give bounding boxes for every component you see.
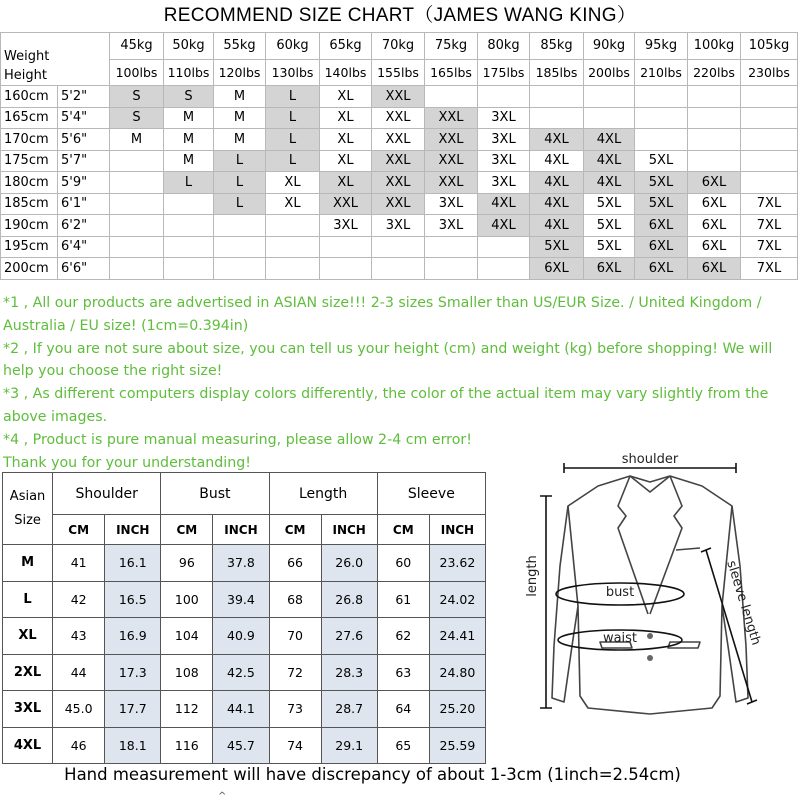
size-cell: [478, 258, 530, 280]
size-cell: 7XL: [741, 215, 798, 237]
size-cell: 6XL: [688, 193, 741, 215]
size-cell: M: [110, 129, 164, 151]
cm-value-cell: 64: [377, 691, 429, 728]
inch-value-cell: 17.7: [105, 691, 161, 728]
size-cell: [320, 236, 372, 258]
size-cell: [635, 107, 688, 129]
size-cell: 4XL: [478, 215, 530, 237]
weight-lbs-cell: 165lbs: [425, 59, 478, 86]
asian-size-header: Asian Size: [3, 473, 53, 545]
size-cell: 4XL: [530, 193, 584, 215]
size-cell: [688, 86, 741, 108]
weight-kg-cell: 60kg: [266, 33, 320, 60]
height-cm-cell: 195cm: [1, 236, 58, 258]
measurement-group-row: [3, 473, 486, 515]
corner-height-label: Height: [4, 68, 47, 83]
unit-cm-header: CM: [53, 515, 105, 545]
cm-value-cell: 74: [269, 727, 321, 764]
height-cm-cell: 190cm: [1, 215, 58, 237]
size-cell: XXL: [372, 150, 425, 172]
size-cell: XL: [320, 129, 372, 151]
cm-value-cell: 104: [161, 618, 213, 655]
cm-value-cell: 73: [269, 691, 321, 728]
size-cell: 4XL: [584, 172, 635, 194]
size-cell: [214, 258, 266, 280]
cm-value-cell: 116: [161, 727, 213, 764]
height-cm-cell: 185cm: [1, 193, 58, 215]
unit-inch-header: INCH: [429, 515, 485, 545]
size-cell: XXL: [372, 193, 425, 215]
size-label-cell: M: [3, 545, 53, 582]
size-cell: M: [164, 129, 214, 151]
size-cell: [741, 107, 798, 129]
cm-value-cell: 65: [377, 727, 429, 764]
unit-inch-header: INCH: [213, 515, 269, 545]
size-cell: XXL: [372, 129, 425, 151]
cm-value-cell: 70: [269, 618, 321, 655]
size-cell: S: [110, 107, 164, 129]
weight-kg-cell: 85kg: [530, 33, 584, 60]
cm-value-cell: 63: [377, 654, 429, 691]
size-cell: 3XL: [425, 193, 478, 215]
size-cell: 5XL: [635, 150, 688, 172]
size-cell: [266, 258, 320, 280]
height-row: [1, 150, 798, 172]
size-cell: M: [164, 107, 214, 129]
size-cell: 3XL: [478, 129, 530, 151]
height-row: [1, 86, 798, 108]
size-cell: [530, 107, 584, 129]
garment-measurement-table: [2, 472, 486, 764]
measurement-row: [3, 727, 486, 764]
size-cell: L: [214, 150, 266, 172]
height-cm-cell: 180cm: [1, 172, 58, 194]
weight-lbs-cell: 185lbs: [530, 59, 584, 86]
size-cell: 5XL: [635, 172, 688, 194]
cm-value-cell: 96: [161, 545, 213, 582]
waist-label: waist: [602, 631, 638, 646]
size-cell: XL: [266, 193, 320, 215]
inch-value-cell: 44.1: [213, 691, 269, 728]
size-cell: 4XL: [584, 129, 635, 151]
size-cell: [110, 193, 164, 215]
cm-value-cell: 108: [161, 654, 213, 691]
size-cell: 5XL: [584, 193, 635, 215]
size-cell: [688, 107, 741, 129]
size-cell: [110, 215, 164, 237]
cm-value-cell: 61: [377, 581, 429, 618]
size-cell: XL: [320, 86, 372, 108]
cm-value-cell: 72: [269, 654, 321, 691]
size-cell: M: [214, 129, 266, 151]
weight-lbs-cell: 120lbs: [214, 59, 266, 86]
size-cell: [110, 150, 164, 172]
size-cell: 6XL: [688, 258, 741, 280]
size-cell: L: [266, 107, 320, 129]
note-line: *2 , If you are not sure about size, you can tell us your height (cm) and weight (kg) before shopping! We will help you choose the right size!: [3, 340, 773, 380]
size-cell: [320, 258, 372, 280]
size-cell: XXL: [425, 129, 478, 151]
measurement-group-header: Sleeve: [377, 473, 485, 515]
cm-value-cell: 46: [53, 727, 105, 764]
height-cm-cell: 200cm: [1, 258, 58, 280]
size-cell: L: [266, 150, 320, 172]
weight-lbs-row: [1, 59, 798, 86]
measurement-row: [3, 654, 486, 691]
size-cell: [741, 129, 798, 151]
size-cell: [164, 193, 214, 215]
size-cell: 6XL: [635, 236, 688, 258]
height-cm-cell: 165cm: [1, 107, 58, 129]
size-cell: [478, 236, 530, 258]
unit-inch-header: INCH: [321, 515, 377, 545]
size-cell: L: [214, 193, 266, 215]
size-cell: S: [164, 86, 214, 108]
size-cell: 5XL: [635, 193, 688, 215]
inch-value-cell: 40.9: [213, 618, 269, 655]
size-cell: XXL: [425, 172, 478, 194]
size-cell: 3XL: [320, 215, 372, 237]
height-row: [1, 215, 798, 237]
inch-value-cell: 26.0: [321, 545, 377, 582]
height-ft-cell: 5'7": [58, 150, 110, 172]
inch-value-cell: 45.7: [213, 727, 269, 764]
weight-kg-cell: 90kg: [584, 33, 635, 60]
weight-kg-cell: 55kg: [214, 33, 266, 60]
size-cell: 7XL: [741, 258, 798, 280]
height-ft-cell: 5'2": [58, 86, 110, 108]
size-cell: 4XL: [530, 215, 584, 237]
weight-kg-cell: 65kg: [320, 33, 372, 60]
height-ft-cell: 5'9": [58, 172, 110, 194]
inch-value-cell: 26.8: [321, 581, 377, 618]
size-cell: [214, 236, 266, 258]
size-cell: 5XL: [584, 236, 635, 258]
inch-value-cell: 25.59: [429, 727, 485, 764]
height-ft-cell: 6'4": [58, 236, 110, 258]
measurement-row: [3, 545, 486, 582]
cm-value-cell: 44: [53, 654, 105, 691]
size-cell: XXL: [320, 193, 372, 215]
cm-value-cell: 68: [269, 581, 321, 618]
height-row: [1, 258, 798, 280]
size-cell: XXL: [425, 150, 478, 172]
height-ft-cell: 5'4": [58, 107, 110, 129]
size-cell: XL: [320, 172, 372, 194]
size-cell: L: [214, 172, 266, 194]
jacket-measurement-diagram: [500, 446, 800, 768]
inch-value-cell: 23.62: [429, 545, 485, 582]
height-ft-cell: 6'2": [58, 215, 110, 237]
inch-value-cell: 28.3: [321, 654, 377, 691]
size-cell: [164, 258, 214, 280]
jacket-buttons: [647, 633, 653, 661]
sleeve-length-label: sleeve length: [723, 558, 764, 648]
jacket-body-outline: [552, 476, 748, 714]
weight-kg-cell: 105kg: [741, 33, 798, 60]
inch-value-cell: 37.8: [213, 545, 269, 582]
inch-value-cell: 17.3: [105, 654, 161, 691]
weight-lbs-cell: 175lbs: [478, 59, 530, 86]
inch-value-cell: 24.02: [429, 581, 485, 618]
size-cell: [110, 172, 164, 194]
size-cell: 6XL: [635, 258, 688, 280]
bottom-mark: ^: [218, 791, 227, 800]
weight-lbs-cell: 110lbs: [164, 59, 214, 86]
size-cell: [214, 215, 266, 237]
cm-value-cell: 60: [377, 545, 429, 582]
weight-lbs-cell: 220lbs: [688, 59, 741, 86]
size-cell: 4XL: [530, 172, 584, 194]
size-cell: L: [266, 129, 320, 151]
weight-lbs-cell: 210lbs: [635, 59, 688, 86]
inch-value-cell: 16.9: [105, 618, 161, 655]
size-cell: XL: [320, 107, 372, 129]
cm-value-cell: 112: [161, 691, 213, 728]
cm-value-cell: 62: [377, 618, 429, 655]
size-cell: 4XL: [584, 150, 635, 172]
measurement-group-header: Shoulder: [53, 473, 161, 515]
weight-kg-cell: 75kg: [425, 33, 478, 60]
size-cell: [635, 129, 688, 151]
weight-kg-cell: 70kg: [372, 33, 425, 60]
weight-height-corner: [1, 33, 110, 86]
note-line: Thank you for your understanding!: [3, 454, 251, 471]
length-label: length: [525, 555, 540, 597]
size-cell: M: [164, 150, 214, 172]
size-cell: S: [110, 86, 164, 108]
size-recommendation-table: [0, 32, 798, 280]
height-row: [1, 193, 798, 215]
cm-value-cell: 66: [269, 545, 321, 582]
size-cell: XXL: [372, 172, 425, 194]
inch-value-cell: 25.20: [429, 691, 485, 728]
height-row: [1, 107, 798, 129]
size-cell: [110, 258, 164, 280]
size-cell: 5XL: [584, 215, 635, 237]
weight-kg-cell: 50kg: [164, 33, 214, 60]
size-cell: [425, 86, 478, 108]
inch-value-cell: 28.7: [321, 691, 377, 728]
weight-kg-row: [1, 33, 798, 60]
size-label-cell: L: [3, 581, 53, 618]
inch-value-cell: 16.1: [105, 545, 161, 582]
weight-lbs-cell: 155lbs: [372, 59, 425, 86]
height-cm-cell: 170cm: [1, 129, 58, 151]
weight-kg-cell: 95kg: [635, 33, 688, 60]
size-cell: [425, 258, 478, 280]
right-lapel: [650, 476, 682, 614]
size-cell: 3XL: [425, 215, 478, 237]
size-cell: [110, 236, 164, 258]
cm-value-cell: 41: [53, 545, 105, 582]
size-cell: 3XL: [478, 150, 530, 172]
size-cell: [635, 86, 688, 108]
size-cell: 3XL: [478, 107, 530, 129]
cm-value-cell: 42: [53, 581, 105, 618]
size-cell: [741, 86, 798, 108]
size-cell: XXL: [372, 107, 425, 129]
right-sleeve-seam: [722, 506, 732, 606]
size-cell: 4XL: [530, 129, 584, 151]
size-cell: [266, 215, 320, 237]
size-cell: [688, 129, 741, 151]
height-cm-cell: 160cm: [1, 86, 58, 108]
note-line: *1 , All our products are advertised in ASIAN size!!! 2-3 sizes Smaller than US/EUR Size. / United Kingdom / Australia / EU size! (1cm=0.394in): [3, 295, 762, 334]
left-sleeve-seam: [568, 506, 578, 606]
inch-value-cell: 24.80: [429, 654, 485, 691]
note-line: *3 , As different computers display colors differently, the color of the actual item may vary slightly from the above images.: [3, 386, 769, 425]
size-cell: XL: [320, 150, 372, 172]
footer-note: Hand measurement will have discrepancy of about 1-3cm (1inch=2.54cm): [64, 765, 681, 784]
unit-cm-header: CM: [377, 515, 429, 545]
height-row: [1, 236, 798, 258]
size-cell: [688, 150, 741, 172]
chest-pocket: [676, 548, 700, 550]
height-row: [1, 129, 798, 151]
cm-value-cell: 43: [53, 618, 105, 655]
size-cell: 6XL: [584, 258, 635, 280]
size-cell: M: [214, 107, 266, 129]
size-cell: [164, 215, 214, 237]
size-label-cell: XL: [3, 618, 53, 655]
height-ft-cell: 6'1": [58, 193, 110, 215]
unit-cm-header: CM: [161, 515, 213, 545]
size-cell: [266, 236, 320, 258]
size-cell: [425, 236, 478, 258]
inch-value-cell: 27.6: [321, 618, 377, 655]
height-ft-cell: 6'6": [58, 258, 110, 280]
size-cell: 4XL: [478, 193, 530, 215]
size-cell: [372, 236, 425, 258]
measurement-unit-row: [3, 515, 486, 545]
size-cell: [478, 86, 530, 108]
height-cm-cell: 175cm: [1, 150, 58, 172]
size-cell: 6XL: [688, 215, 741, 237]
unit-inch-header: INCH: [105, 515, 161, 545]
bust-label: bust: [605, 585, 635, 600]
size-cell: 6XL: [688, 236, 741, 258]
note-line: *4 , Product is pure manual measuring, please allow 2-4 cm error!: [3, 431, 472, 448]
measurement-row: [3, 581, 486, 618]
size-cell: 7XL: [741, 236, 798, 258]
size-cell: 7XL: [741, 193, 798, 215]
cm-value-cell: 100: [161, 581, 213, 618]
size-cell: 3XL: [478, 172, 530, 194]
size-cell: 5XL: [530, 236, 584, 258]
weight-lbs-cell: 140lbs: [320, 59, 372, 86]
size-cell: [584, 86, 635, 108]
cm-value-cell: 45.0: [53, 691, 105, 728]
size-cell: [164, 236, 214, 258]
height-ft-cell: 5'6": [58, 129, 110, 151]
measurement-row: [3, 618, 486, 655]
size-cell: XL: [266, 172, 320, 194]
size-label-cell: 3XL: [3, 691, 53, 728]
height-row: [1, 172, 798, 194]
size-cell: 6XL: [688, 172, 741, 194]
weight-kg-cell: 80kg: [478, 33, 530, 60]
measurement-group-header: Length: [269, 473, 377, 515]
chart-title: RECOMMEND SIZE CHART（JAMES WANG KING）: [163, 5, 637, 26]
size-cell: 3XL: [372, 215, 425, 237]
measurement-group-header: Bust: [161, 473, 269, 515]
size-cell: [741, 150, 798, 172]
weight-kg-cell: 45kg: [110, 33, 164, 60]
size-label-cell: 4XL: [3, 727, 53, 764]
size-cell: 4XL: [530, 150, 584, 172]
size-cell: [741, 172, 798, 194]
weight-lbs-cell: 100lbs: [110, 59, 164, 86]
inch-value-cell: 18.1: [105, 727, 161, 764]
size-cell: 6XL: [530, 258, 584, 280]
inch-value-cell: 29.1: [321, 727, 377, 764]
weight-lbs-cell: 130lbs: [266, 59, 320, 86]
shoulder-label: shoulder: [621, 452, 679, 467]
size-cell: L: [164, 172, 214, 194]
size-cell: [530, 86, 584, 108]
inch-value-cell: 42.5: [213, 654, 269, 691]
inch-value-cell: 16.5: [105, 581, 161, 618]
weight-lbs-cell: 230lbs: [741, 59, 798, 86]
size-cell: L: [266, 86, 320, 108]
inch-value-cell: 24.41: [429, 618, 485, 655]
size-cell: [372, 258, 425, 280]
size-cell: 6XL: [635, 215, 688, 237]
unit-cm-header: CM: [269, 515, 321, 545]
size-cell: [584, 107, 635, 129]
size-label-cell: 2XL: [3, 654, 53, 691]
size-cell: M: [214, 86, 266, 108]
inch-value-cell: 39.4: [213, 581, 269, 618]
size-cell: XXL: [425, 107, 478, 129]
measurement-row: [3, 691, 486, 728]
weight-lbs-cell: 200lbs: [584, 59, 635, 86]
weight-kg-cell: 100kg: [688, 33, 741, 60]
size-cell: XXL: [372, 86, 425, 108]
corner-weight-label: Weight: [4, 49, 50, 64]
